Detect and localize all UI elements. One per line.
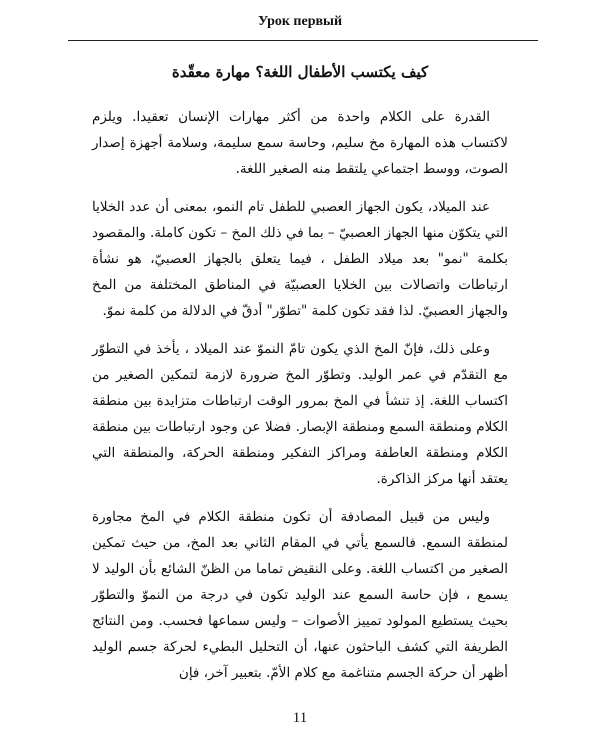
page-body [92,60,508,698]
section-heading: كيف يكتسب الأطفال اللغة؟ مهارة معقّدة [171,63,429,81]
page-number: 11 [292,710,308,726]
paragraph-hearing: وليس من قبيل المصادفة أن تكون منطقة الكلام في المخ مجاورة لمنطقة السمع. فالسمع يأتي في المقام الثاني بعد المخ، من حيث تمكين الصغير من اكتساب اللغة. وعلى النقيض تماما من الظنّ الشائع بأن الوليد لا يسمع ، فإن حاسة السمع عند الوليد تكون في درجة من النموّ والتطوّر بحيث يستطيع المولود تمييز الأصوات – وليس سماعها فحسب. ومن النتائج الطريفة التي كشف الباحثون عنها، أن التحليل البطيء لحركة جسم الوليد أظهر أن حركة الجسم متناغمة مع كلام الأمّ. بتعبير آخر، فإن [92,509,508,681]
paragraph-intro: القدرة على الكلام واحدة من أكثر مهارات الإنسان تعقيدا. ويلزم لاكتساب هذه المهارة مخ سليم، وحاسة سمع سليمة، وسلامة أجهزة إصدار الصوت، ووسط اجتماعي يلتقط منه الصغير اللغة. [92,109,508,177]
paragraph-nervous-system: عند الميلاد، يكون الجهاز العصبي للطفل تام النمو، بمعنى أن عدد الخلايا التي يتكوّن منها الجهاز العصبيّ – بما في ذلك المخ – تكون كاملة. والمقصود بكلمة "نمو" بعد ميلاد الطفل ، فيما يتعلق بالجهاز العصبيّ، هو نشأة ارتباطات واتصالات بين الخلايا العصبيّة في المناطق المختلفة من المخ والجهاز العصبيّ. لذا فقد تكون كلمة "تطوّر" أدقّ في الدلالة من كلمة نموّ. [92,199,508,319]
running-header-title: Урок первый [257,14,343,29]
paragraph-brain-development: وعلى ذلك، فإنّ المخ الذي يكون تامّ النموّ عند الميلاد ، يأخذ في التطوّر مع التقدّم في عمر الوليد. وتطوّر المخ ضرورة لازمة لتمكين الصغير من اكتساب اللغة. إذ تنشأ في المخ بمرور الوقت ارتباطات متزايدة بين منطقة الكلام ومنطقة السمع ومنطقة الإبصار. فضلا عن وجود ارتباطات بين منطقة الكلام ومنطقة العاطفة ومراكز التفكير ومنطقة الحركة، والمنطقة التي يعتقد أنها مركز الذاكرة. [92,341,508,487]
header-divider [68,40,538,41]
